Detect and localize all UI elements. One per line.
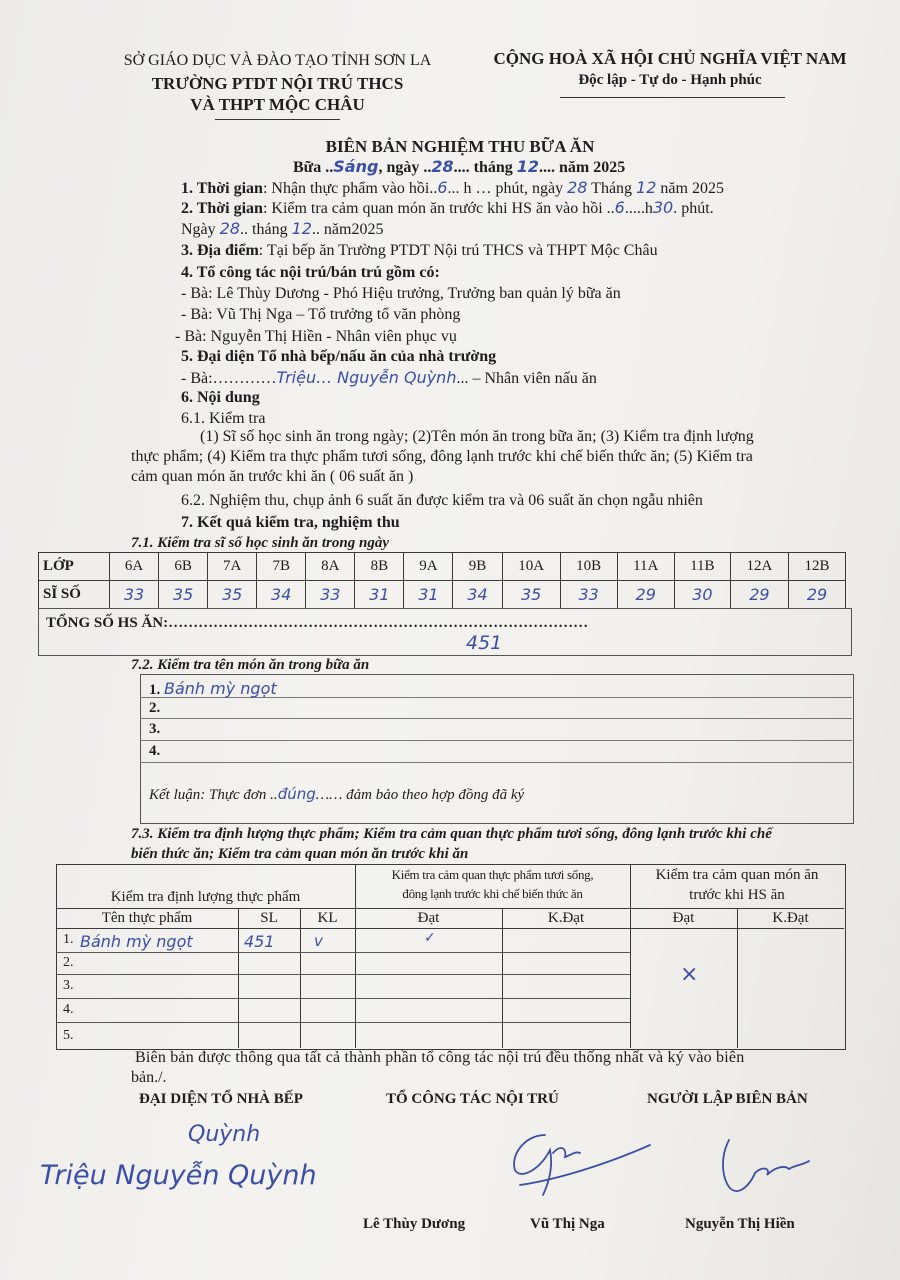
sig-col1-title: ĐẠI DIỆN TỔ NHÀ BẾP <box>139 1091 303 1107</box>
table-vline <box>300 908 301 1048</box>
section-7-3-title-line2: biến thức ăn; Kiểm tra cảm quan món ăn trước khi ăn <box>131 846 469 862</box>
dish-rule <box>140 740 852 741</box>
row-1-sl: 451 <box>244 932 275 951</box>
row-1-num: 1. <box>63 932 74 947</box>
count-cell: 33 <box>560 581 617 609</box>
sig-name-left: Lê Thùy Dương <box>363 1216 466 1232</box>
siso-label: SĨ SỐ <box>39 581 110 609</box>
col-group-cooked-line2: trước khi HS ăn <box>689 887 785 903</box>
dish-row-4: 4. <box>149 743 161 759</box>
col-dat-2: Đạt <box>672 910 695 926</box>
cooked-check-mark: × <box>680 962 699 987</box>
item4-label: 4. Tổ công tác nội trú/bán trú gồm có: <box>181 264 440 281</box>
class-row <box>39 553 846 581</box>
table-hline <box>56 928 844 929</box>
count-cell: 35 <box>159 581 208 609</box>
header-left-line2: TRƯỜNG PTDT NỘI TRÚ THCS <box>151 74 404 93</box>
class-cell: 10A <box>502 553 560 581</box>
header-right-line1: CỘNG HOÀ XÃ HỘI CHỦ NGHĨA VIỆT NAM <box>493 49 847 68</box>
member-2: - Bà: Vũ Thị Nga – Tổ trưởng tổ văn phòng <box>181 306 461 323</box>
item6-para-line1: (1) Sĩ số học sinh ăn trong ngày; (2)Tên món ăn trong bữa ăn; (3) Kiểm tra định lượng <box>200 428 754 445</box>
dish-row-3: 3. <box>149 721 161 737</box>
item1-line: 1. Thời gian: Nhận thực phẩm vào hồi..6... h … phút, ngày 28 Tháng 12 năm 2025 <box>181 178 724 197</box>
section-7-2-title: 7.2. Kiểm tra tên món ăn trong bữa ăn <box>131 657 370 673</box>
table-hline <box>56 908 844 909</box>
item3-line: 3. Địa điểm: Tại bếp ăn Trường PTDT Nội trú THCS và THPT Mộc Châu <box>181 242 658 259</box>
signature-nga-icon <box>505 1125 655 1200</box>
meal-value: Sáng <box>333 157 379 176</box>
table-vline <box>502 908 503 1048</box>
sig-col2-name: Vũ Thị Nga <box>530 1216 605 1232</box>
total-label: TỔNG SỐ HS ĂN:………………………………………………………………………… <box>46 615 589 631</box>
item7-label: 7. Kết quả kiểm tra, nghiệm thu <box>181 514 400 531</box>
count-cell: 29 <box>730 581 788 609</box>
closing-line2: bản./. <box>131 1069 167 1086</box>
col-group-fresh-line2: đông lạnh trước khi chế biến thức ăn <box>402 886 583 901</box>
item2-line1: 2. Thời gian: Kiểm tra cảm quan món ăn trước khi HS ăn vào hồi ..6.....h30. phút. <box>181 198 714 217</box>
count-cell: 30 <box>674 581 730 609</box>
total-value: 451 <box>466 632 503 654</box>
count-cell: 35 <box>502 581 560 609</box>
dish-name: Bánh mỳ ngọt <box>164 679 277 698</box>
class-cell: 7B <box>257 553 306 581</box>
class-cell: 9B <box>453 553 502 581</box>
row-1-dat: ✓ <box>424 930 436 946</box>
header-left-line1: SỞ GIÁO DỤC VÀ ĐÀO TẠO TỈNH SƠN LA <box>123 52 432 69</box>
class-cell: 11A <box>617 553 674 581</box>
row-3-num: 3. <box>63 978 74 993</box>
member-1: - Bà: Lê Thùy Dương - Phó Hiệu trưởng, Trưởng ban quản lý bữa ăn <box>181 285 621 302</box>
class-count-table <box>38 552 846 609</box>
dish-row-1: 1. Bánh mỳ ngọt <box>149 679 277 698</box>
signature-hien-icon <box>715 1135 815 1200</box>
count-cell: 29 <box>789 581 846 609</box>
member-3: - Bà: Nguyễn Thị Hiền - Nhân viên phục vụ <box>175 328 457 345</box>
count-cell: 33 <box>110 581 159 609</box>
col-sl: SL <box>260 910 278 926</box>
item6-sub2: 6.2. Nghiệm thu, chụp ảnh 6 suất ăn được kiểm tra và 06 suất ăn chọn ngẫu nhiên <box>181 492 703 509</box>
class-cell: 7A <box>208 553 257 581</box>
row-4-num: 4. <box>63 1002 74 1017</box>
count-cell: 34 <box>453 581 502 609</box>
col-kdat-2: K.Đạt <box>772 910 809 926</box>
dish-conclusion: Kết luận: Thực đơn ..đúng…… đảm bảo theo hợp đồng đã ký <box>149 785 525 803</box>
class-cell: 6B <box>159 553 208 581</box>
item6-para-line3: cảm quan món ăn trước khi ăn ( 06 suất ăn ) <box>131 468 414 485</box>
item5-line: - Bà:…………Triệu… Nguyễn Quỳnh... – Nhân viên nấu ăn <box>181 368 597 387</box>
col-kdat: K.Đạt <box>547 910 585 926</box>
class-cell: 9A <box>404 553 453 581</box>
count-cell: 31 <box>355 581 404 609</box>
row-5-num: 5. <box>63 1028 74 1043</box>
cook-name: Triệu… Nguyễn Quỳnh <box>276 368 457 387</box>
count-cell: 31 <box>404 581 453 609</box>
section-7-1-title: 7.1. Kiểm tra sĩ số học sinh ăn trong ngày <box>131 535 389 551</box>
table-hline <box>56 998 630 999</box>
table-vline <box>737 908 738 1048</box>
table-hline <box>56 1022 630 1023</box>
col-dat: Đạt <box>417 910 440 926</box>
meal-month: 12 <box>516 157 540 176</box>
row-2-num: 2. <box>63 955 74 970</box>
col-group-fresh-line1: Kiểm tra cảm quan thực phẩm tươi sống, <box>391 867 594 882</box>
item6-label: 6. Nội dung <box>181 389 260 406</box>
sig-col3-name: Nguyễn Thị Hiền <box>685 1216 795 1232</box>
header-left-line3: VÀ THPT MỘC CHÂU <box>190 95 365 114</box>
closing-line1: Biên bản được thông qua tất cả thành phần tổ công tác nội trú đều thống nhất và ký vào biên <box>135 1049 745 1066</box>
col-food-name: Tên thực phẩm <box>101 910 193 926</box>
class-cell: 10B <box>560 553 617 581</box>
sig-col2-title: TỔ CÔNG TÁC NỘI TRÚ <box>386 1091 559 1107</box>
sig-col3-title: NGƯỜI LẬP BIÊN BẢN <box>647 1091 808 1107</box>
count-cell: 33 <box>306 581 355 609</box>
meal-day: 28 <box>431 157 454 176</box>
dish-rule <box>140 762 852 763</box>
section-7-3-title-line1: 7.3. Kiểm tra định lượng thực phẩm; Kiểm tra cảm quan thực phẩm tươi sống, đông lạnh trước khi chế <box>131 826 772 842</box>
item6-para-line2: thực phẩm; (4) Kiểm tra thực phẩm tươi sống, đông lạnh trước khi chế biến thức ăn; (5) Kiểm tra <box>131 448 753 465</box>
meal-line: Bữa ..Sáng, ngày ..28.... tháng 12.... năm 2025 <box>293 157 626 176</box>
dish-rule <box>140 718 852 719</box>
row-1-kl: v <box>314 932 323 950</box>
dish-row-2: 2. <box>149 700 161 716</box>
col-group-cooked-line1: Kiểm tra cảm quan món ăn <box>655 867 819 883</box>
table-hline <box>56 952 630 953</box>
sig-col1-signature: Quỳnh <box>188 1122 261 1147</box>
table-hline <box>56 974 630 975</box>
document-title: BIÊN BẢN NGHIỆM THU BỮA ĂN <box>325 137 595 156</box>
count-row <box>39 581 846 609</box>
col-kl: KL <box>317 910 338 926</box>
header-left-underline <box>215 119 340 120</box>
class-cell: 12A <box>730 553 788 581</box>
item6-sub1: 6.1. Kiểm tra <box>181 410 266 427</box>
header-right-line2: Độc lập - Tự do - Hạnh phúc <box>578 72 762 88</box>
class-cell: 12B <box>789 553 846 581</box>
sig-col1-handwritten-name: Triệu Nguyễn Quỳnh <box>40 1160 317 1191</box>
count-cell: 34 <box>257 581 306 609</box>
class-cell: 8A <box>306 553 355 581</box>
item2-line2: Ngày 28.. tháng 12.. năm2025 <box>181 219 384 238</box>
count-cell: 29 <box>617 581 674 609</box>
item5-label: 5. Đại diện Tổ nhà bếp/nấu ăn của nhà trường <box>181 348 497 365</box>
col-group-quantity: Kiểm tra định lượng thực phẩm <box>110 889 301 905</box>
class-cell: 6A <box>110 553 159 581</box>
header-right-underline <box>560 97 785 98</box>
class-cell: 11B <box>674 553 730 581</box>
lop-label: LỚP <box>39 553 110 581</box>
table-vline <box>238 908 239 1048</box>
row-1-name: Bánh mỳ ngọt <box>80 932 193 951</box>
class-cell: 8B <box>355 553 404 581</box>
count-cell: 35 <box>208 581 257 609</box>
